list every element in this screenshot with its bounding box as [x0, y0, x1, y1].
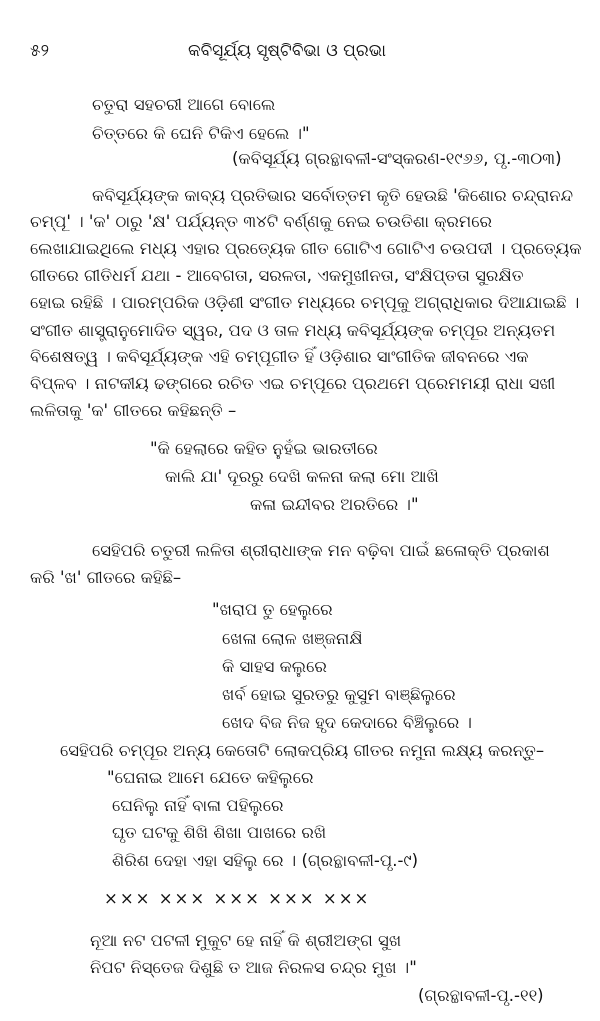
paragraph1-line-5: ହୋଇ ରହିଛି । ପାରମ୍ପରିକ ଓଡ଼ିଶୀ ସଂଗୀତ ମଧ୍ୟରେ ଚମ୍ପୂକୁ ଅଗ୍ରାଧିକାର ଦିଆଯାଇଛି ।: [30, 293, 580, 312]
page-title: କବିସୂର୍ଯ୍ୟ ସୃଷ୍ଟିବିଭା ଓ ପ୍ରଭା: [188, 41, 387, 61]
quote4-line-4: ଶିରିଶ ଦେହା ଏହା ସହିଲୁ ରେ । (ଗ୍ରନ୍ଥାବଳୀ-ପୃ.-୯): [112, 851, 419, 870]
quote1-line-2: ଚିତ୍ତରେ କି ଘେନି ଟିକିଏ ହେଲେ ।": [92, 124, 310, 143]
quote4-line-1: "ଘେନାଇ ଆମେ ଯେତେ କହିଲୁରେ: [107, 768, 314, 787]
paragraph1-line-6: ସଂଗୀତ ଶାସ୍ତ୍ରାନୁମୋଦିତ ସ୍ୱର, ପଦ ଓ ତାଳ ମଧ୍ୟ କବିସୂର୍ଯ୍ୟଙ୍କ ଚମ୍ପୂର ଅନ୍ୟତମ: [30, 321, 556, 340]
quote4-line-2: ଘେନିଲୁ ନାହିଁ ବାଳା ପହିଲୁରେ: [112, 796, 284, 815]
quote5-line-1: ନୂଆ ନଟ ପଟଳୀ ମୁକୁଟ ହେ ନାହିଁ କି ଶ୍ରୀଅଙ୍ଗ ସୁଖ: [90, 931, 402, 950]
paragraph3-line: ସେହିପରି ଚମ୍ପୂର ଅନ୍ୟ କେତୋଟି ଲୋକପ୍ରିୟ ଗୀତର ନମୁନା ଲକ୍ଷ୍ୟ କରନ୍ତୁ–: [60, 741, 545, 760]
quote3-line-2: ଖେଳା ଲୋଳ ଖଞ୍ଜନାକ୍ଷି: [222, 629, 363, 648]
paragraph2-line-2: କରି 'ଖ' ଗୀତରେ କହିଛି–: [30, 568, 182, 587]
quote2-line-3: କଳା ଇନ୍ଦୀବର ଅରତିରେ ।": [250, 495, 419, 514]
paragraph1-line-4: ଗୀତରେ ଗୀତିଧର୍ମ ଯଥା - ଆବେଗତା, ସରଳତା, ଏକମୁଖୀନତା, ସଂକ୍ଷିପ୍ତତା ସୁରକ୍ଷିତ: [30, 266, 524, 285]
quote3-line-3: କି ସାହସ କଲୁରେ: [222, 657, 327, 676]
paragraph2-line-1: ସେହିପରି ଚତୁରୀ ଲଳିତା ଶ୍ରୀରାଧାଙ୍କ ମନ ବଢ଼ିବା ପାଇଁ ଛଳୋକ୍ତି ପ୍ରକାଶ: [92, 541, 550, 560]
paragraph1-line-8: ବିପ୍ଳବ । ନାଟକୀୟ ଢଙ୍ଗରେ ରଚିତ ଏଇ ଚମ୍ପୂରେ ପ୍ରଥମେ ପ୍ରେମମୟୀ ରାଧା ସଖୀ: [30, 374, 556, 393]
quote2-line-1: "କି ହେଲାରେ କହିତ ନୁହଁଇ ଭାରତୀରେ: [150, 439, 378, 458]
paragraph1-line-7: ବିଶେଷତ୍ୱ । କବିସୂର୍ଯ୍ୟଙ୍କ ଏହି ଚମ୍ପୂଗୀତ ହିଁ ଓଡ଼ିଶାର ସାଂଗୀତିକ ଜୀବନରେ ଏକ: [30, 347, 529, 366]
paragraph1-line-3: ଲେଖାଯାଇଥିଲେ ମଧ୍ୟ ଏହାର ପ୍ରତ୍ୟେକ ଗୀତ ଗୋଟିଏ ଗୋଟିଏ ଚଉପଦୀ । ପ୍ରତ୍ୟେକ: [30, 239, 582, 258]
quote3-line-5: ଖେଦ ବିଜ ନିଜ ହୃଦ କେଦାରେ ବିଞ୍ଚିଲୁରେ ।: [222, 713, 472, 732]
quote4-line-3: ଘୃତ ଘଟକୁ ଶିଖି ଶିଖା ପାଖରେ ରଖି: [112, 823, 327, 842]
paragraph1-line-1: କବିସୂର୍ଯ୍ୟଙ୍କ କାବ୍ୟ ପ୍ରତିଭାର ସର୍ବୋତ୍ତମ କୃତି ହେଉଛି 'କିଶୋର ଚନ୍ଦ୍ରାନନ୍ଦ: [92, 186, 574, 205]
quote1-line-1: ଚତୁରା ସହଚରୀ ଆଗେ ବୋଲେ: [92, 95, 276, 114]
quote2-line-2: କାଲି ଯା' ଦୂରରୁ ଦେଖି କଳନା କଲା ମୋ ଆଖି: [165, 467, 439, 486]
section-separator: ××× ××× ××× ××× ×××: [104, 889, 371, 908]
page-number: ୫୨: [30, 41, 50, 61]
citation-1: (କବିସୂର୍ଯ୍ୟ ଗ୍ରନ୍ଥାବଳୀ-ସଂସ୍କରଣ-୧୯୬୬, ପୃ.-୩୦୩): [232, 149, 562, 168]
paragraph1-line-2: ଚମ୍ପୂ' । 'କ' ଠାରୁ 'କ୍ଷ' ପର୍ଯ୍ୟନ୍ତ ୩୪ଟି ବର୍ଣ୍ଣକୁ ନେଇ ଚଉତିଶା କ୍ରମରେ: [30, 212, 493, 231]
quote3-line-1: "ଖରାପ ତୁ ହେଲୁରେ: [212, 600, 333, 619]
paragraph1-line-9: ଲଳିତାକୁ 'କ' ଗୀତରେ କହିଛନ୍ତି –: [30, 401, 237, 420]
quote5-line-2: ନିପଟ ନିସ୍ତେଜ ଦିଶୁଛି ତ ଆଜ ନିରଳସ ଚନ୍ଦ୍ର ମୁଖ ।": [90, 958, 417, 977]
quote3-line-4: ଖର୍ବ ହୋଇ ସୁରତରୁ କୁସୁମ ବାଞ୍ଛିଲୁରେ: [222, 685, 456, 704]
citation-2: (ଗ୍ରନ୍ଥାବଳୀ-ପୃ.-୧୧): [418, 986, 544, 1005]
